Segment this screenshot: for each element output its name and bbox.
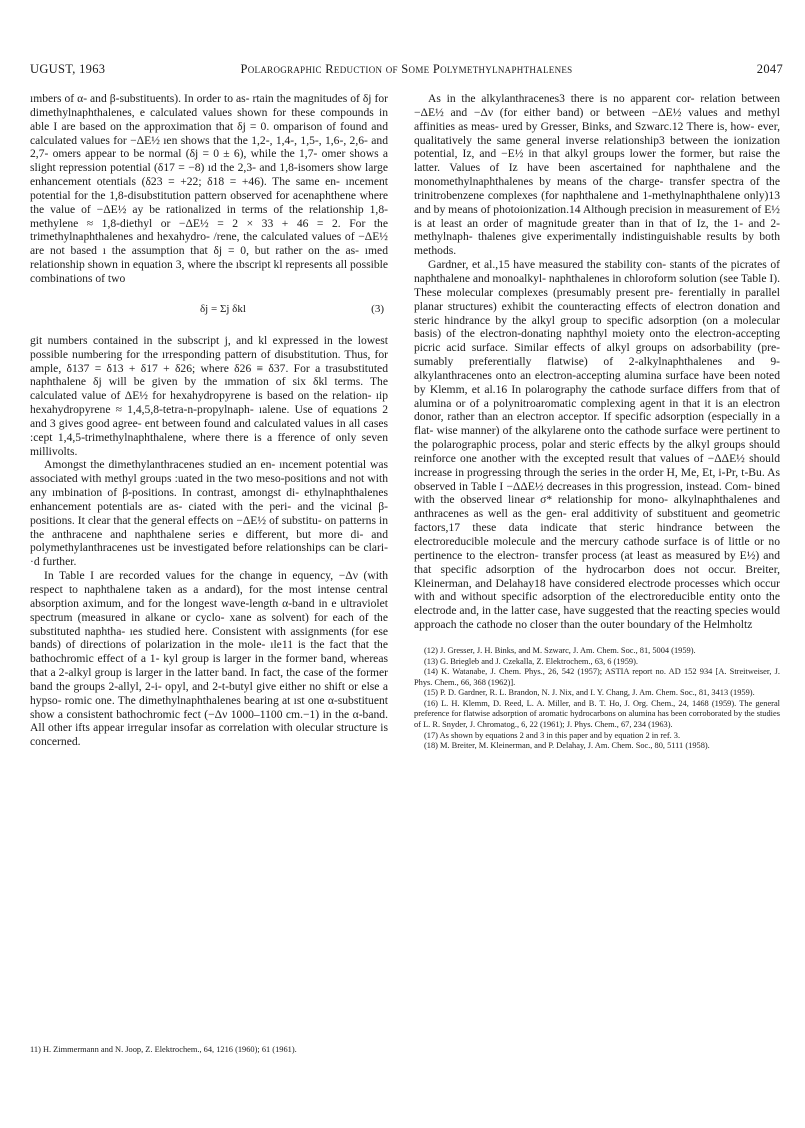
right-column (414, 92, 780, 752)
paragraph: ımbers of α- and β-substituents). In order to as- rtain the magnitudes of δj for dimethylnaphthalenes, e calculated values shown for these compounds in able I are based on the approximation that δj = 0. omparison of found and calculated values for −ΔE½ ıen shows that the 1,2-, 1,4-, 1,5-, 1,6-, 2,6- and 2,7- omers appear to be normal (δj = 0 ± 6), while the 1,7- omer shows a slight repression potential (δ17 = −8) ıd the 2,3- and 1,8-isomers show large enhancement otentials (δ23 = +22; δ18 = +46). The same en- ıncement potential for the 1,8-disubstitution pattern observed for acenaphthene where the value of −ΔE½ ay be rationalized in terms of the relationship 1,8- methylene ≈ 1,8-diethyl or −ΔE½ = 2 × 33 + 46 = 2. For the trimethylnaphthalenes and hexahydro- /rene, the calculated values of −ΔE½ are not based ı the assumption that δj = 0, but rather on the as- ımed relationship shown in equation 3, where the ıbscript kl represents all possible combinations of two (30, 92, 388, 285)
equation-text: δj = Σj δkl (200, 302, 246, 315)
footnote: (17) As shown by equations 2 and 3 in this paper and by equation 2 in ref. 3. (424, 730, 681, 740)
right-footnotes (414, 646, 780, 752)
footnote: (13) G. Briegleb and J. Czekalla, Z. Elektrochem., 63, 6 (1959). (424, 656, 638, 666)
footnote: (14) K. Watanabe, J. Chem. Phys., 26, 542 (1957); ASTIA report no. AD 152 934 [A. Streitweiser, J. Phys. Chem., 66, 368 (1962)]. (414, 667, 780, 687)
footnote: (15) P. D. Gardner, R. L. Brandon, N. J. Nix, and I. Y. Chang, J. Am. Chem. Soc., 81, 3413 (1959). (424, 688, 755, 698)
footnote: (12) J. Gresser, J. H. Binks, and M. Szwarc, J. Am. Chem. Soc., 81, 5004 (1959). (424, 645, 696, 655)
left-column (30, 92, 388, 749)
footnote: (16) L. H. Klemm, D. Reed, L. A. Miller, and B. T. Ho, J. Org. Chem., 24, 1468 (1959). The general preference for flatwise adsorption of aromatic hydrocarbons on alumina has been corroborated by the studies of L. R. Snyder, J. Chromatog., 6, 22 (1961); J. Phys. Chem., 67, 234 (1963). (414, 698, 780, 730)
paragraph: As in the alkylanthracenes3 there is no apparent cor- relation between −ΔE½ and −Δν (for either band) or between −ΔE½ values and methyl affinities as meas- ured by Gresser, Binks, and Szwarc.12 There is, how- ever, qualitatively the same general inverse relationship3 between the ionization potential, Iz, and −E½ in that alkyl groups lower the former, but raise the latter. Values of Iz have been ascertained for naphthalene and the monomethylnaphthalenes by means of the charge- transfer spectra of the trinitrobenzene complexes (for naphthalene and 1-methylnaphthalene only)13 and by means of photoionization.14 Although precision in measurement of E½ is at least an order of magnitude greater than in that of Iz, the 1- and 2-methylnaph- thalenes give experimentally indistinguishable results by both methods. (414, 92, 780, 258)
footnote: (18) M. Breiter, M. Kleinerman, and P. Delahay, J. Am. Chem. Soc., 80, 5111 (1958). (424, 741, 710, 751)
footnote: 11) H. Zimmermann and N. Joop, Z. Elektrochem., 64, 1216 (1960); 61 (1961). (30, 1045, 297, 1054)
paragraph: Amongst the dimethylanthracenes studied an en- ıncement potential was associated with methyl groups :uated in the two meso-positions and not with any ımbination of β-positions. In contrast, amongst di- ethylnaphthalenes enhancement potentials are as- ciated with the peri- and the vicinal β-positions. It clear that the general effects on −ΔE½ of substitu- on patterns in the anthracene and naphthalene series e different, but more di- and polymethylanthracenes ust be investigated before relationships can be clari- ·d further. (30, 458, 388, 569)
equation-number: (3) (371, 302, 384, 315)
page-header (30, 62, 783, 80)
paragraph: Gardner, et al.,15 have measured the stability con- stants of the picrates of naphthalene and monoalkyl- naphthalenes in chloroform solution (see Table I). These molecular complexes (presumably present pre- ferentially in parallel planar structures) exhibit the counteracting effects of electron donation and steric hindrance by the alkyl group to specific adsorption (on a molecular basis) of the electron-donating naphthyl moiety onto the electron-accepting picric acid surface. Similar effects of alkyl groups on adsorbability (pre- sumably preferentially flatwise) of 2-alkylnaphthalenes and 9-alkylanthracenes onto an electron-accepting alumina surface have been noted by Klemm, et al.16 In polarography the cathode surface differs from that of alumina or of a polynitroaromatic complexing agent in that it is an electron donor, rather than an electron acceptor. If specific adsorption (especially in a flat- wise manner) of the alkylarene onto the cathode surface were pertinent to the polarographic process, polar and steric effects by the alkyl groups should reinforce one another with the excepted result that values of −ΔΔE½ should increase in progressing through the series in the order H, Me, Et, i-Pr, t-Bu. As observed in Table I −ΔΔE½ decreases in this progression, instead. Com- bined with the observed linear σ* relationship for mono- alkylnaphthalenes and anthracenes as well as the gen- eral additivity of substituent and geometric factors,17 these data indicate that steric hindrance between the electroreducible molecule and the mercury cathode surface is of little or no pertinence to the electron- transfer process (at least as measured by E½) and that specific adsorption of the hydrocarbon does not occur. Breiter, Kleinerman, and Delahay18 have considered electrode processes which occur with and without specific adsorption of the electroreducible entity onto the electrode and, in the latter case, have suggested that the reacting species would approach the cathode no closer than the outer boundary of the Helmholtz (414, 258, 781, 632)
running-title: Polarographic Reduction of Some Polymethylnaphthalenes (240, 62, 573, 76)
journal-date: UGUST, 1963 (30, 62, 106, 76)
equation-3 (30, 300, 388, 320)
page-number: 2047 (756, 62, 783, 76)
paragraph: git numbers contained in the subscript j, and kl expressed in the lowest possible numbering for the ırresponding pattern of disubstitution. Thus, for ample, δ137 = δ13 + δ17 + δ26; where δ26 ≡ δ37. For a trasubstituted naphthalene δj will be given by the ımmation of six δkl terms. The calculated value of ΔE½ for hexahydropyrene is based on the relation- ıip hexahydropyrene ≈ 1,4,5,8-tetra-n-propylnaph- ıalene. Use of equations 2 and 3 gives good agree- ent between found and calculated values in all cases :cept 1,4,5-trimethylnaphthalene, where there is a fference of only seven millivolts. (30, 333, 388, 458)
paragraph: In Table I are recorded values for the change in equency, −Δν (with respect to naphthalene taken as a andard), for the most intense central absorption aximum, and for the longest wave-length α-band in e ultraviolet spectrum (measured in alkane or cyclo- xane as solvent) for each of the substituted naphtha- ıes studied here. Consistent with assignments (for ese bands) of directions of polarization in the mole- ıle11 is the fact that the bathochromic effect of a 1- kyl group is larger in the former band, whereas that a 2-alkyl group is larger in the latter band. In fact, the case of the former band the groups 2-allyl, 2-i- opyl, and 2-t-butyl give either no shift or else a hypso- romic one. The dimethylnaphthalenes bearing at ıst one α-substituent show a consistent bathochromic fect (−Δν 1000–1100 cm.−1) in the α-band. All other ifts appear irregular insofar as correlation with olecular structure is concerned. (30, 569, 388, 749)
left-footnotes (30, 1045, 388, 1056)
